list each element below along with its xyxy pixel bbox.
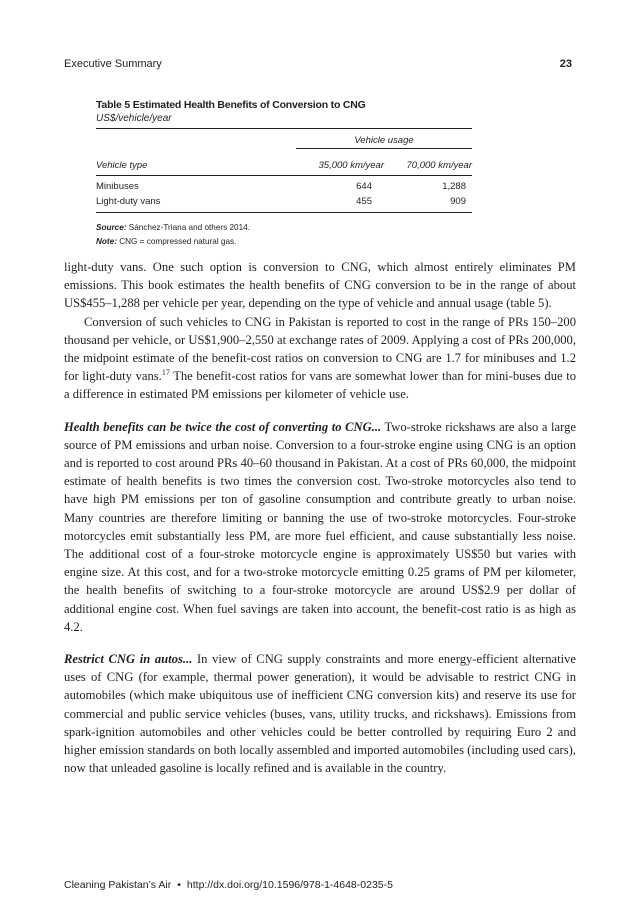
paragraph-4: Restrict CNG in autos... In view of CNG supply constraints and more energy-efficient alternative uses of CNG (for example, thermal power generation), it would be advisable to restrict CNG in automobiles (which make ubiquitous use of inefficient CNG conversion kits) and reserve its use for commercial and public service vehicles (buses, vans, utility trucks, and rickshaws). Emissions from spark-ignition automobiles and other vehicles could be better controlled by requiring Euro 2 and higher emission standards on both locally assembled and imported automobiles (including used cars), now that unleaded gasoline is locally refined and is available in the country. (64, 652, 576, 776)
running-header-title: Executive Summary (64, 58, 162, 70)
source-text: Sánchez-Triana and others 2014. (128, 223, 250, 232)
paragraph-3: Health benefits can be twice the cost of converting to CNG... Two-stroke rickshaws are also a large source of PM emissions and urban noise. Conversion to a four-stroke engine using CNG is an option and is reported to cost around PRs 40–60 thousand in Pakistan. At a cost of PRs 60,000, the midpoint estimate of health benefits is two times the conversion cost. Two-stroke motorcycles also tend to have high PM emissions per ton of gasoline consumption and contribute greatly to urban noise. Many countries are therefore limiting or banning the use of two-stroke motorcycles. Four-stroke motorcycles emit substantially less PM, are more fuel efficient, and cause substantially less noise. The additional cost of a four-stroke motorcycle engine is approximately US$50 but varies with engine size. At this cost, and for a two-stroke motorcycle emitting 0.25 grams of PM per kilometer, the health benefits of switching to a four-stroke motorcycle are around US$2.9 per dollar of additional engine cost. When fuel savings are taken into account, the benefit-cost ratio is as high as 4.2. (64, 419, 576, 634)
source-label: Source: (96, 223, 127, 232)
table-title: Table 5 Estimated Health Benefits of Conversion to CNG (96, 99, 366, 111)
col-header-35000: 35,000 km/year (318, 160, 384, 171)
footer-book-title: Cleaning Pakistan’s Air (64, 879, 172, 891)
paragraph-2: Conversion of such vehicles to CNG in Pakistan is reported to cost in the range of PRs 150–200 thousand per vehicle, or US$1,900–2,550 at exchange rates of 2009. Applying a cost of PRs 200,000, the midpoint estimate of the benefit-cost ratios on conversion to CNG are 1.7 for minibuses and 1.2 for light-duty vans.$^{17}$ The benefit-cost ratios for vans are somewhat lower than for mini-buses due to a difference in estimated PM emissions per kilometer of vehicle use. (64, 314, 576, 402)
row-vehicle-type: Minibuses (96, 181, 139, 192)
row-value-35000: 644 (356, 181, 372, 192)
table-source (96, 221, 472, 235)
col-header-vehicle-type: Vehicle type (96, 160, 148, 171)
page-footer (64, 879, 393, 891)
body-text (64, 258, 576, 777)
table-top-rule (96, 128, 472, 129)
table-group-rule (296, 148, 472, 152)
run-in-heading: Health benefits can be twice the cost of converting to CNG... (64, 419, 382, 434)
table-bottom-rule (96, 212, 472, 213)
col-header-70000: 70,000 km/year (406, 160, 472, 171)
footnote-ref[interactable]: 17 (161, 368, 170, 378)
table-header-rule (96, 175, 472, 176)
table-unit: US$/vehicle/year (96, 113, 172, 124)
row-value-70000: 909 (450, 196, 466, 207)
note-label: Note: (96, 237, 117, 246)
table-5 (96, 99, 472, 249)
page-number: 23 (559, 58, 572, 70)
table-note (96, 235, 472, 249)
row-vehicle-type: Light-duty vans (96, 196, 161, 207)
paragraph-1: light-duty vans. One such option is conversion to CNG, which almost entirely eliminates PM emissions. This book estimates the health benefits of CNG conversion to be in the range of about US$455–1,288 per vehicle per year, depending on the type of vehicle and annual usage (table 5). (64, 260, 576, 311)
table-row (96, 194, 472, 209)
row-value-35000: 455 (356, 196, 372, 207)
row-value-70000: 1,288 (442, 181, 466, 192)
table-notes (96, 221, 472, 249)
footer-separator: • (177, 879, 181, 891)
note-text: CNG = compressed natural gas. (119, 237, 237, 246)
run-in-heading: Restrict CNG in autos... (64, 652, 193, 667)
table-row (96, 179, 472, 194)
table-group-header: Vehicle usage (354, 135, 414, 146)
footer-doi-link[interactable]: http://dx.doi.org/10.1596/978-1-4648-0235-5 (186, 879, 393, 891)
